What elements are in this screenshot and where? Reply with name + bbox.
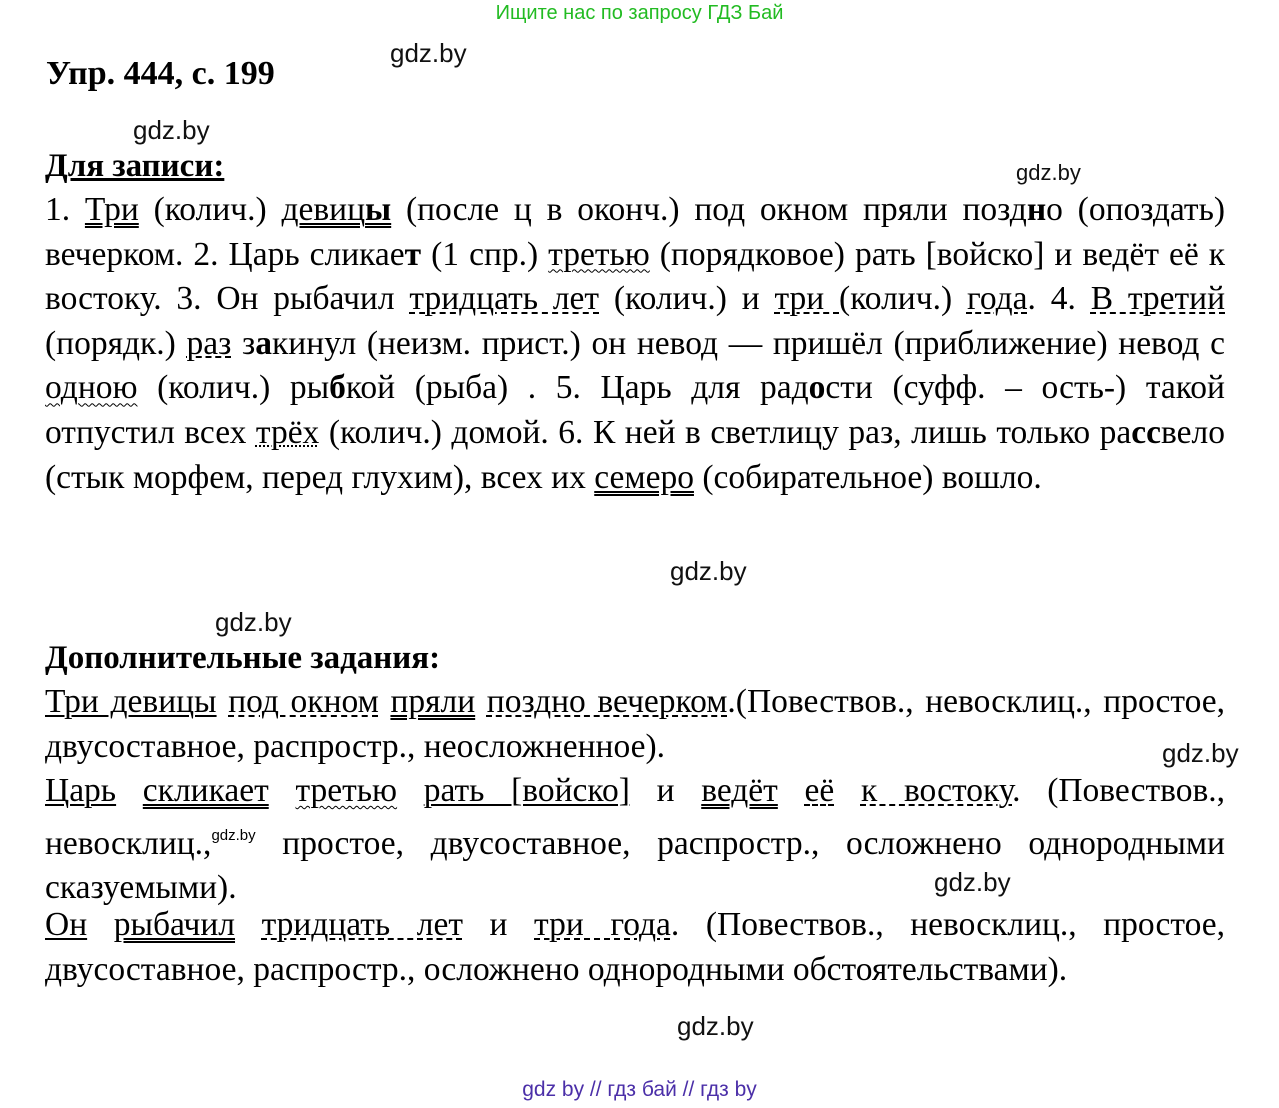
text-run: и bbox=[629, 772, 702, 809]
text-run: . (Повествов., невосклиц., bbox=[45, 772, 1226, 862]
watermark: gdz.by bbox=[390, 38, 467, 68]
text-run: з bbox=[231, 324, 256, 362]
watermark: gdz.by bbox=[215, 607, 292, 637]
text-run bbox=[87, 906, 114, 943]
text-run: шёл (приближение) невод с bbox=[825, 324, 1226, 362]
underlined-word: третью bbox=[548, 235, 650, 273]
text-run: кой (рыба) . 5. Царь для рад bbox=[345, 369, 809, 407]
underlined-word: Царь bbox=[45, 772, 117, 809]
text-run: (собирательное) вошло. bbox=[693, 458, 1042, 496]
extra-heading: Дополнительные задания: bbox=[45, 640, 441, 676]
underlined-word: пряли bbox=[390, 683, 476, 720]
underlined-word: одною bbox=[45, 369, 138, 407]
bold-letter: сс bbox=[1131, 413, 1162, 451]
text-run bbox=[475, 683, 487, 720]
underlined-word: тридцать лет bbox=[261, 906, 463, 943]
underlined-word: года bbox=[966, 280, 1028, 318]
text-run: (колич.) ры bbox=[137, 369, 330, 407]
underlined-word: рать [войско] bbox=[423, 772, 630, 809]
text-run: (1 спр.) bbox=[421, 235, 549, 273]
top-banner: Ищите нас по запросу ГДЗ Бай bbox=[495, 2, 784, 24]
underlined-word: скликает bbox=[142, 772, 269, 809]
text-run: (колич.) и bbox=[599, 280, 775, 318]
text-run: 1. bbox=[45, 191, 85, 228]
underlined-word: поздно вечерком bbox=[486, 683, 728, 720]
text-run bbox=[217, 683, 229, 720]
underlined-word: Он bbox=[45, 906, 88, 943]
bold-letter: о bbox=[808, 369, 826, 407]
underlined-word: трёх bbox=[255, 413, 320, 451]
text-run bbox=[834, 772, 861, 809]
underlined-word: В третий bbox=[1090, 280, 1226, 318]
watermark: gdz.by bbox=[934, 867, 1011, 897]
text-run bbox=[778, 772, 805, 809]
underlined-word: её bbox=[804, 772, 835, 809]
record-heading: Для записи: bbox=[45, 148, 225, 184]
underlined-word: Три девицы bbox=[45, 683, 217, 720]
underlined-word: рыбачил bbox=[113, 906, 236, 943]
analysis-sentence-2 bbox=[45, 769, 1225, 911]
text-run: . (Повествов., невосклиц., простое, двусоставное, распростр., осложнено однородными обстоятельствами). bbox=[45, 906, 1225, 988]
underlined-word: Три bbox=[84, 191, 139, 228]
underlined-word: тридцать лет bbox=[409, 280, 600, 318]
underlined-word: семеро bbox=[594, 458, 694, 496]
text-run: (колич.) домой. 6. К ней в светлицу раз, лишь только ра bbox=[319, 413, 1132, 451]
text-run: (после ц в оконч.) под окном пряли позд bbox=[391, 191, 1027, 228]
text-run: вело (стык морфем, перед глухим), всех их bbox=[45, 413, 1225, 496]
text-run bbox=[116, 772, 143, 809]
watermark: gdz.by bbox=[133, 115, 210, 145]
bold-letter: б bbox=[329, 369, 346, 407]
underlined-word: третью bbox=[295, 772, 398, 809]
text-run: кинул (неизм. прист.) он невод — при bbox=[272, 324, 826, 362]
underlined-word bbox=[281, 191, 391, 228]
text-run: . 4. bbox=[1027, 280, 1091, 318]
analysis-sentence-3 bbox=[45, 903, 1225, 992]
text-run bbox=[235, 906, 262, 943]
watermark: gdz.by bbox=[1162, 738, 1239, 768]
text-run: .(Повествов., невосклиц., простое, двусоставное, распростр., неосложненное). bbox=[45, 683, 1226, 765]
text-run: о (опоздать) вечерком. 2. Царь сликае bbox=[45, 191, 1226, 273]
text-run bbox=[397, 772, 424, 809]
underlined-word: три года bbox=[534, 906, 671, 943]
text-run bbox=[379, 683, 391, 720]
analysis-sentence-1 bbox=[45, 680, 1225, 769]
text-run: сти (суфф. – ость-) такой отпустил всех bbox=[45, 369, 1225, 451]
text-run: девиц bbox=[281, 191, 366, 228]
text-run: простое, двусоставное, распростр., осложнено однородными сказуемыми). bbox=[45, 824, 1225, 907]
underlined-word: раз bbox=[186, 324, 232, 362]
bold-letter: ы bbox=[365, 191, 392, 228]
bold-letter: а bbox=[255, 324, 273, 362]
text-run: (колич.) bbox=[138, 191, 282, 228]
underlined-word: три bbox=[774, 280, 840, 318]
text-run: (порядк.) bbox=[45, 324, 187, 362]
text-run: (колич.) bbox=[839, 280, 967, 318]
watermark: gdz.by bbox=[211, 826, 256, 844]
bold-letter: н bbox=[1026, 191, 1047, 228]
underlined-word: к востоку bbox=[860, 772, 1013, 809]
record-paragraph bbox=[45, 188, 1225, 500]
underlined-word: под окном bbox=[228, 683, 379, 720]
text-run: и bbox=[462, 906, 535, 943]
bottom-banner: gdz by // гдз бай // гдз by bbox=[522, 1078, 757, 1101]
text-run bbox=[269, 772, 296, 809]
page-title: Упр. 444, с. 199 bbox=[46, 55, 275, 92]
watermark: gdz.by bbox=[670, 556, 747, 586]
watermark: gdz.by bbox=[677, 1011, 754, 1041]
underlined-word: ведёт bbox=[701, 772, 778, 809]
watermark: gdz.by bbox=[1016, 160, 1081, 185]
text-run: (порядковое) рать [войско] и ведёт её к востоку. 3. Он рыбачил bbox=[45, 235, 1226, 318]
bold-letter: т bbox=[404, 235, 422, 273]
